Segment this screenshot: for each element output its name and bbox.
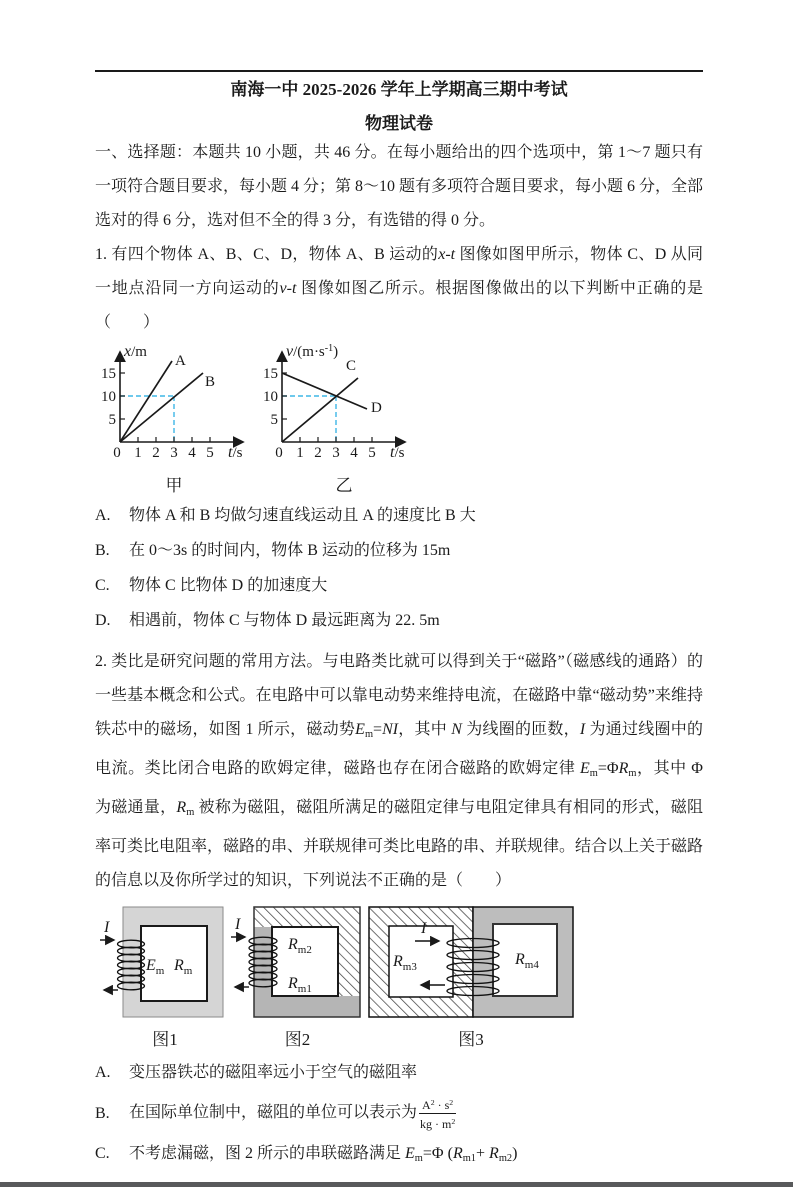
line-B [120, 373, 203, 442]
reluctance-label-Rm4: $R_{m4}$ [515, 951, 539, 972]
x-axis-label: t/s [390, 444, 405, 461]
current-leads [231, 937, 249, 987]
x-tick-label: 3 [332, 445, 340, 461]
section1-intro: 一、选择题：本题共 10 小题，共 46 分。在每小题给出的四个选项中，第 1～7 题只有一项符合题目要求，每小题 4 分；第 8～10 题有多项符合题目要求，每小题 6 分，全部选对的得 6 分，选对但不全的得 3 分，有选错的得 0 分。 [95, 144, 704, 229]
question1-options [95, 505, 703, 632]
velocity-time-graph [259, 342, 429, 470]
magnetic-core-diagram-2 [230, 904, 365, 1022]
x-tick-label: 4 [188, 445, 196, 461]
option-label: C. [95, 1145, 110, 1163]
series-lines [120, 361, 203, 442]
option-row [95, 610, 703, 632]
y-tick-label: 15 [101, 366, 116, 382]
question1-graphs [95, 342, 703, 497]
figure1-caption: 图1 [152, 1030, 178, 1050]
question2-figures [95, 904, 703, 1052]
line-C [282, 378, 358, 442]
gray-bottom-limb [254, 996, 360, 1017]
figure2-caption: 图2 [284, 1030, 311, 1050]
option-row [95, 1096, 703, 1131]
option-row [95, 1062, 703, 1084]
y-axis-label: x/m [124, 343, 147, 360]
x-tick-label: 2 [152, 445, 160, 461]
hatched-right-limb [338, 927, 360, 996]
current-label: I [104, 919, 110, 937]
option-label: A. [95, 1064, 111, 1082]
series-label-D: D [371, 400, 382, 416]
unit-fraction [419, 1096, 456, 1131]
x-tick-label: 1 [134, 445, 142, 461]
y-tick-label: 15 [263, 366, 278, 382]
question2-stem: 2. 类比是研究问题的常用方法。与电路类比就可以得到关于“磁路”（磁感线的通路）的一些基本概念和公式。在电路中可以靠电动势来维持电流，在磁路中靠“磁动势”来维持铁芯中的磁场，如图 1 所示，磁动势$E_m=NI$，其中 N 为线圈的匝数，I 为通过线圈中的电流。类比闭合电路的欧姆定律，磁路也存在闭合磁路的欧姆定律 $E_m=\Phi R_m$，其中 Φ 为磁通量，$R_m$ 被称为磁阻，磁阻所满足的磁阻定律与电阻定律具有相同的形式，磁阻率可类比电阻率，磁路的串、并联规律可类比电路的串、并联规律。结合以上关于磁路的信息以及你所学过的知识，下列说法不正确的是（ ） [95, 653, 704, 890]
bottom-rule [0, 1182, 793, 1187]
x-tick-label: 1 [296, 445, 304, 461]
top-rule [95, 70, 703, 72]
series-label-B: B [205, 374, 216, 390]
mmf-label: $E_m$ [146, 957, 165, 978]
x-tick-label: 0 [113, 445, 121, 461]
option-text: 不考虑漏磁，图 2 所示的串联磁路满足 $E_m=\Phi$ $(R_{m1}+ R_{m2})$ [129, 1145, 518, 1165]
option-row [95, 575, 703, 597]
y-tick-label: 5 [108, 412, 116, 428]
option-label: D. [95, 612, 111, 629]
y-axis-label: $v/(m\cdot s^{-1})$ [286, 343, 339, 360]
magnetic-core-diagram-1 [100, 904, 230, 1022]
magnetic-core-diagram-3 [365, 904, 577, 1022]
series-lines [282, 373, 367, 442]
velocity-time-graph-figure [259, 342, 429, 497]
option-label: A. [95, 507, 111, 524]
magnetic-circuit-figure-3 [365, 904, 577, 1052]
reluctance-label-Rm1: $R_{m1}$ [288, 975, 312, 996]
current-leads [100, 940, 118, 990]
reluctance-label-Rm2: $R_{m2}$ [288, 936, 312, 957]
option-row [95, 1143, 703, 1170]
series-label-C: C [346, 358, 357, 374]
option-text: 在 0～3s 的时间内，物体 B 运动的位移为 15m [129, 542, 451, 559]
option-row [95, 540, 703, 562]
y-tick-label: 5 [270, 412, 278, 428]
option-label: C. [95, 577, 110, 594]
x-tick-label: 3 [170, 445, 178, 461]
y-tick-label: 10 [101, 389, 116, 405]
axes [282, 352, 405, 442]
hatched-top-limb [254, 907, 360, 927]
question2-options [95, 1062, 703, 1170]
option-label: B. [95, 542, 110, 559]
fraction-denominator: kg · $m^2$ [419, 1117, 456, 1132]
graph-caption-yi: 乙 [335, 476, 353, 495]
series-label-A: A [175, 353, 186, 369]
option-text: 相遇前，物体 C 与物体 D 最远距离为 22. 5m [129, 612, 440, 629]
option-row [95, 505, 703, 527]
reluctance-label: $R_m$ [174, 957, 193, 978]
x-axis-label: t/s [228, 444, 243, 461]
x-tick-label: 4 [350, 445, 358, 461]
option-text [129, 1096, 703, 1131]
current-label: I [235, 916, 241, 934]
question1-stem: 1. 有四个物体 A、B、C、D，物体 A、B 运动的x-t 图像如图甲所示，物体 C、D 从同一地点沿同一方向运动的v-t 图像如图乙所示。根据图像做出的以下判断中正确的是（ ） [95, 246, 703, 331]
option-text-lead: 在国际单位制中，磁阻的单位可以表示为 [129, 1104, 418, 1122]
line-A [120, 361, 172, 442]
exam-content [0, 70, 793, 1170]
current-label: I [421, 920, 427, 938]
line-D [282, 373, 367, 409]
exam-page [0, 70, 793, 1192]
magnetic-circuit-figure-1 [100, 904, 230, 1052]
figure3-caption: 图3 [458, 1030, 484, 1050]
x-tick-label: 0 [275, 445, 283, 461]
option-text: 物体 C 比物体 D 的加速度大 [129, 577, 328, 594]
x-tick-label: 5 [368, 445, 376, 461]
option-text: 物体 A 和 B 均做匀速直线运动且 A 的速度比 B 大 [129, 507, 476, 524]
page-subtitle: 物理试卷 [365, 114, 433, 133]
option-text: 变压器铁芯的磁阻率远小于空气的磁阻率 [129, 1064, 418, 1082]
position-time-graph [95, 342, 253, 470]
magnetic-circuit-figure-2 [230, 904, 365, 1052]
position-time-graph-figure [95, 342, 253, 497]
option-label: B. [95, 1104, 110, 1122]
page-title: 南海一中 2025-2026 学年上学期高三期中考试 [230, 80, 568, 99]
x-tick-label: 2 [314, 445, 322, 461]
x-tick-label: 5 [206, 445, 214, 461]
fraction-numerator: $A^2 \cdot s^2$ [419, 1096, 456, 1114]
reluctance-label-Rm3: $R_{m3}$ [393, 953, 417, 974]
graph-caption-jia: 甲 [165, 476, 183, 495]
y-tick-label: 10 [263, 389, 278, 405]
